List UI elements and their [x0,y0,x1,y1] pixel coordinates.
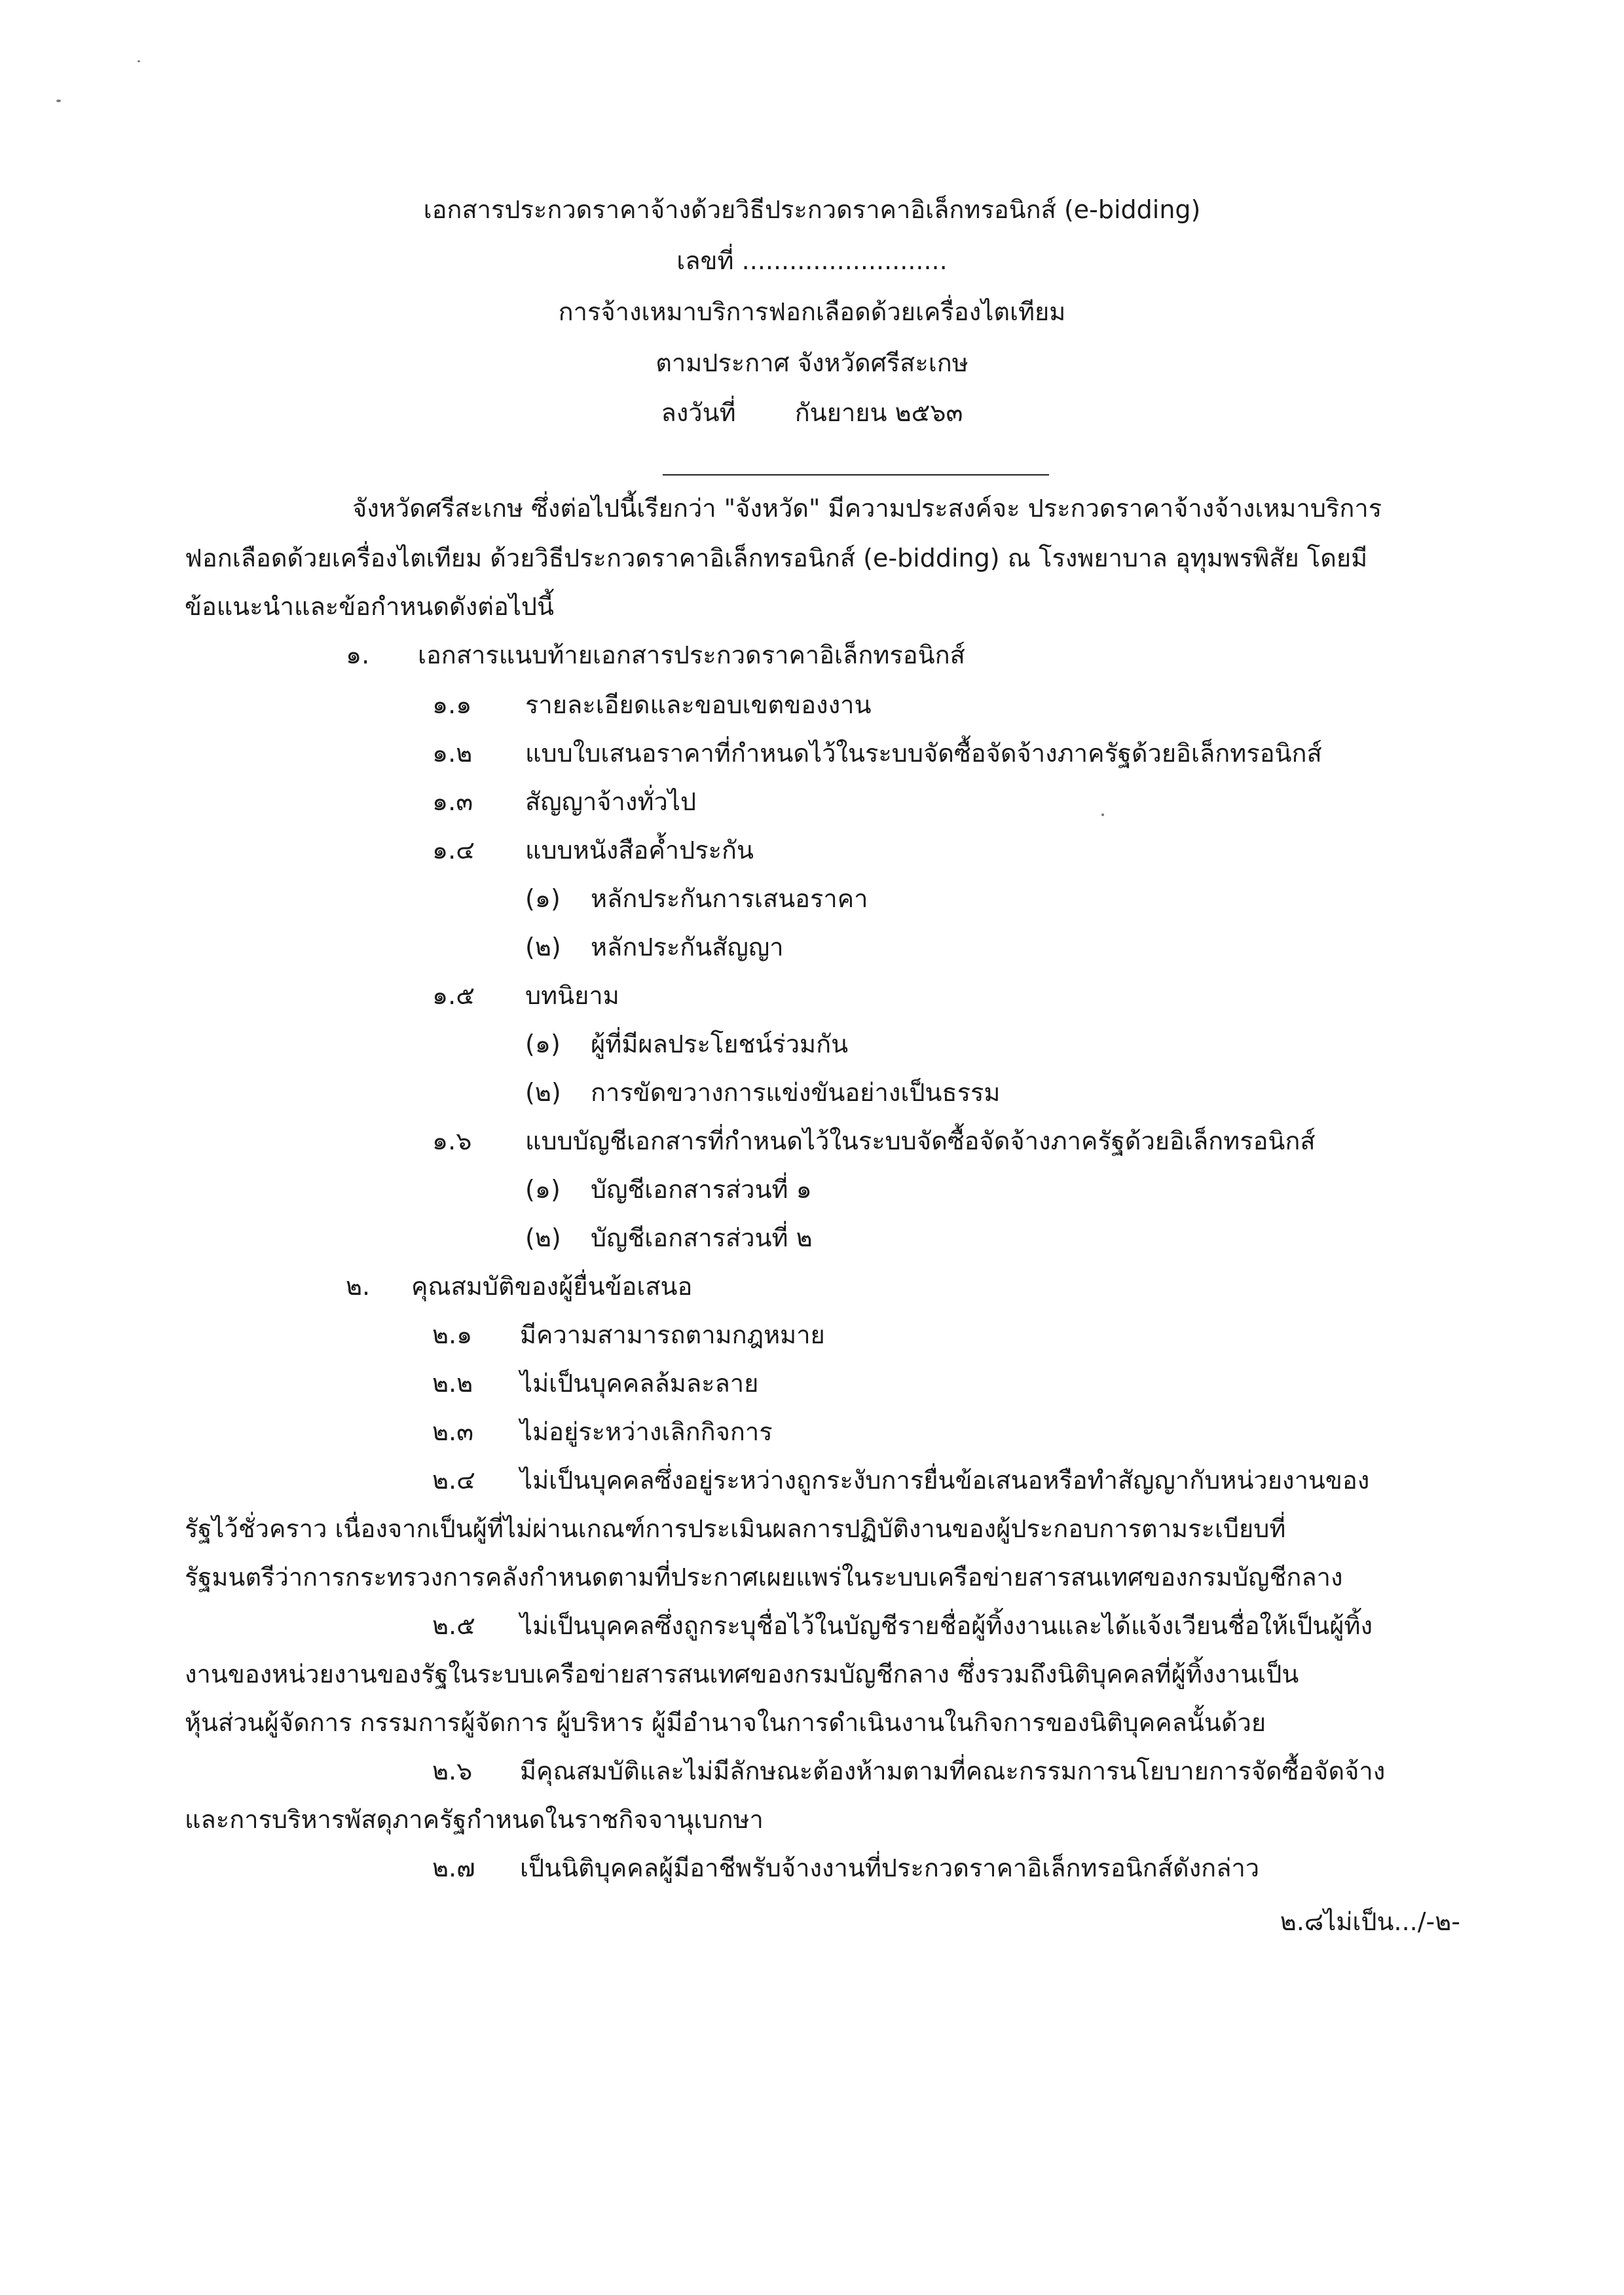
section-1-title: เอกสารแนบท้ายเอกสารประกวดราคาอิเล็กทรอนิกส์ [418,641,965,669]
item-text: ไม่เป็นบุคคลซึ่งอยู่ระหว่างถูกระงับการยื่นข้อเสนอหรือทำสัญญากับหน่วยงานของ [520,1466,1370,1495]
item-number: ๑.๑ [432,690,472,719]
scan-speck [56,100,61,102]
item-text: แบบบัญชีเอกสารที่กำหนดไว้ในระบบจัดซื้อจัดจ้างภาครัฐด้วยอิเล็กทรอนิกส์ [525,1127,1316,1155]
page-continuation: ๒.๘ไม่เป็น.../-๒- [1280,1907,1460,1936]
sub-item-number: (๑) [525,884,561,913]
document-title: เอกสารประกวดราคาจ้างด้วยวิธีประกวดราคาอิเล็กทรอนิกส์ (e-bidding) [423,195,1201,224]
item-text: แบบใบเสนอราคาที่กำหนดไว้ในระบบจัดซื้อจัดจ้างภาครัฐด้วยอิเล็กทรอนิกส์ [525,739,1322,768]
item-text-continued: หุ้นส่วนผู้จัดการ กรรมการผู้จัดการ ผู้บริหาร ผู้มีอำนาจในการดำเนินงานในกิจการของนิติบุคคลนั้นด้วย [185,1708,1266,1737]
sub-item-number: (๒) [525,1078,561,1107]
sub-item-text: หลักประกันสัญญา [591,933,784,961]
scan-speck [138,60,140,62]
sub-item-number: (๑) [525,1175,561,1204]
sub-item-text: การขัดขวางการแข่งขันอย่างเป็นธรรม [591,1078,1001,1107]
date-value: กันยายน ๒๕๖๓ [794,398,963,427]
item-number: ๑.๖ [432,1127,472,1155]
sub-item-text: หลักประกันการเสนอราคา [591,884,868,913]
date-line [0,393,1624,432]
sub-item-number: (๒) [525,933,561,961]
intro-line-2: ฟอกเลือดด้วยเครื่องไตเทียม ด้วยวิธีประกวดราคาอิเล็กทรอนิกส์ (e-bidding) ณ โรงพยาบาล อุทุมพรพิสัย โดยมี [185,544,1368,572]
item-text: สัญญาจ้างทั่วไป [525,787,697,816]
item-text: บทนิยาม [525,981,619,1010]
item-number: ๒.๒ [432,1369,473,1398]
scan-speck [1101,813,1104,816]
sub-item-text: ผู้ที่มีผลประโยชน์ร่วมกัน [591,1030,849,1058]
item-number: ๒.๔ [432,1466,475,1495]
item-text: ไม่เป็นบุคคลซึ่งถูกระบุชื่อไว้ในบัญชีรายชื่อผู้ทิ้งงานและได้แจ้งเวียนชื่อให้เป็นผู้ทิ้ง [520,1611,1373,1640]
item-text: รายละเอียดและขอบเขตของงาน [525,690,872,719]
document-number: เลขที่ .......................... [676,246,948,275]
sub-item-text: บัญชีเอกสารส่วนที่ ๑ [591,1175,812,1204]
announcement-line: ตามประกาศ จังหวัดศรีสะเกษ [655,348,969,377]
item-text-continued: และการบริหารพัสดุภาครัฐกำหนดในราชกิจจานุเบกษา [185,1805,764,1834]
item-text-continued: รัฐมนตรีว่าการกระทรวงการคลังกำหนดตามที่ประกาศเผยแพร่ในระบบเครือข่ายสารสนเทศของกรมบัญชีกลาง [185,1563,1343,1592]
item-text: ไม่อยู่ระหว่างเลิกกิจการ [520,1417,773,1446]
item-number: ๒.๓ [432,1417,474,1446]
item-number: ๑.๓ [432,787,473,816]
section-2-title: คุณสมบัติของผู้ยื่นข้อเสนอ [411,1272,693,1301]
date-label: ลงวันที่ [661,398,736,427]
sub-item-number: (๑) [525,1030,561,1058]
intro-line-3: ข้อแนะนำและข้อกำหนดดังต่อไปนี้ [185,592,554,621]
item-text: มีคุณสมบัติและไม่มีลักษณะต้องห้ามตามที่คณะกรรมการนโยบายการจัดซื้อจัดจ้าง [520,1757,1386,1785]
sub-item-text: บัญชีเอกสารส่วนที่ ๒ [591,1223,813,1252]
item-number: ๒.๕ [432,1611,475,1640]
item-number: ๒.๖ [432,1757,473,1785]
item-text: ไม่เป็นบุคคลล้มละลาย [520,1369,759,1398]
section-2-number: ๒. [346,1272,371,1301]
project-name: การจ้างเหมาบริการฟอกเลือดด้วยเครื่องไตเทียม [558,297,1066,326]
section-1-number: ๑. [346,641,370,669]
item-number: ๑.๔ [432,836,475,865]
item-text: แบบหนังสือค้ำประกัน [525,836,754,865]
sub-item-number: (๒) [525,1223,561,1252]
item-text: มีความสามารถตามกฎหมาย [520,1320,825,1349]
item-text-continued: รัฐไว้ชั่วคราว เนื่องจากเป็นผู้ที่ไม่ผ่านเกณฑ์การประเมินผลการปฏิบัติงานของผู้ประกอบการตามระเบียบที่ [185,1514,1286,1543]
item-number: ๑.๒ [432,739,473,768]
item-number: ๒.๗ [432,1854,475,1882]
intro-line-1: จังหวัดศรีสะเกษ ซึ่งต่อไปนี้เรียกว่า "จังหวัด" มีความประสงค์จะ ประกวดราคาจ้างจ้างเหมาบริการ [352,494,1382,523]
header-divider [663,474,1049,476]
item-number: ๑.๕ [432,981,475,1010]
item-number: ๒.๑ [432,1320,473,1349]
item-text-continued: งานของหน่วยงานของรัฐในระบบเครือข่ายสารสนเทศของกรมบัญชีกลาง ซึ่งรวมถึงนิติบุคคลที่ผู้ทิ้งงานเป็น [185,1660,1299,1689]
item-text: เป็นนิติบุคคลผู้มีอาชีพรับจ้างงานที่ประกวดราคาอิเล็กทรอนิกส์ดังกล่าว [520,1854,1260,1882]
